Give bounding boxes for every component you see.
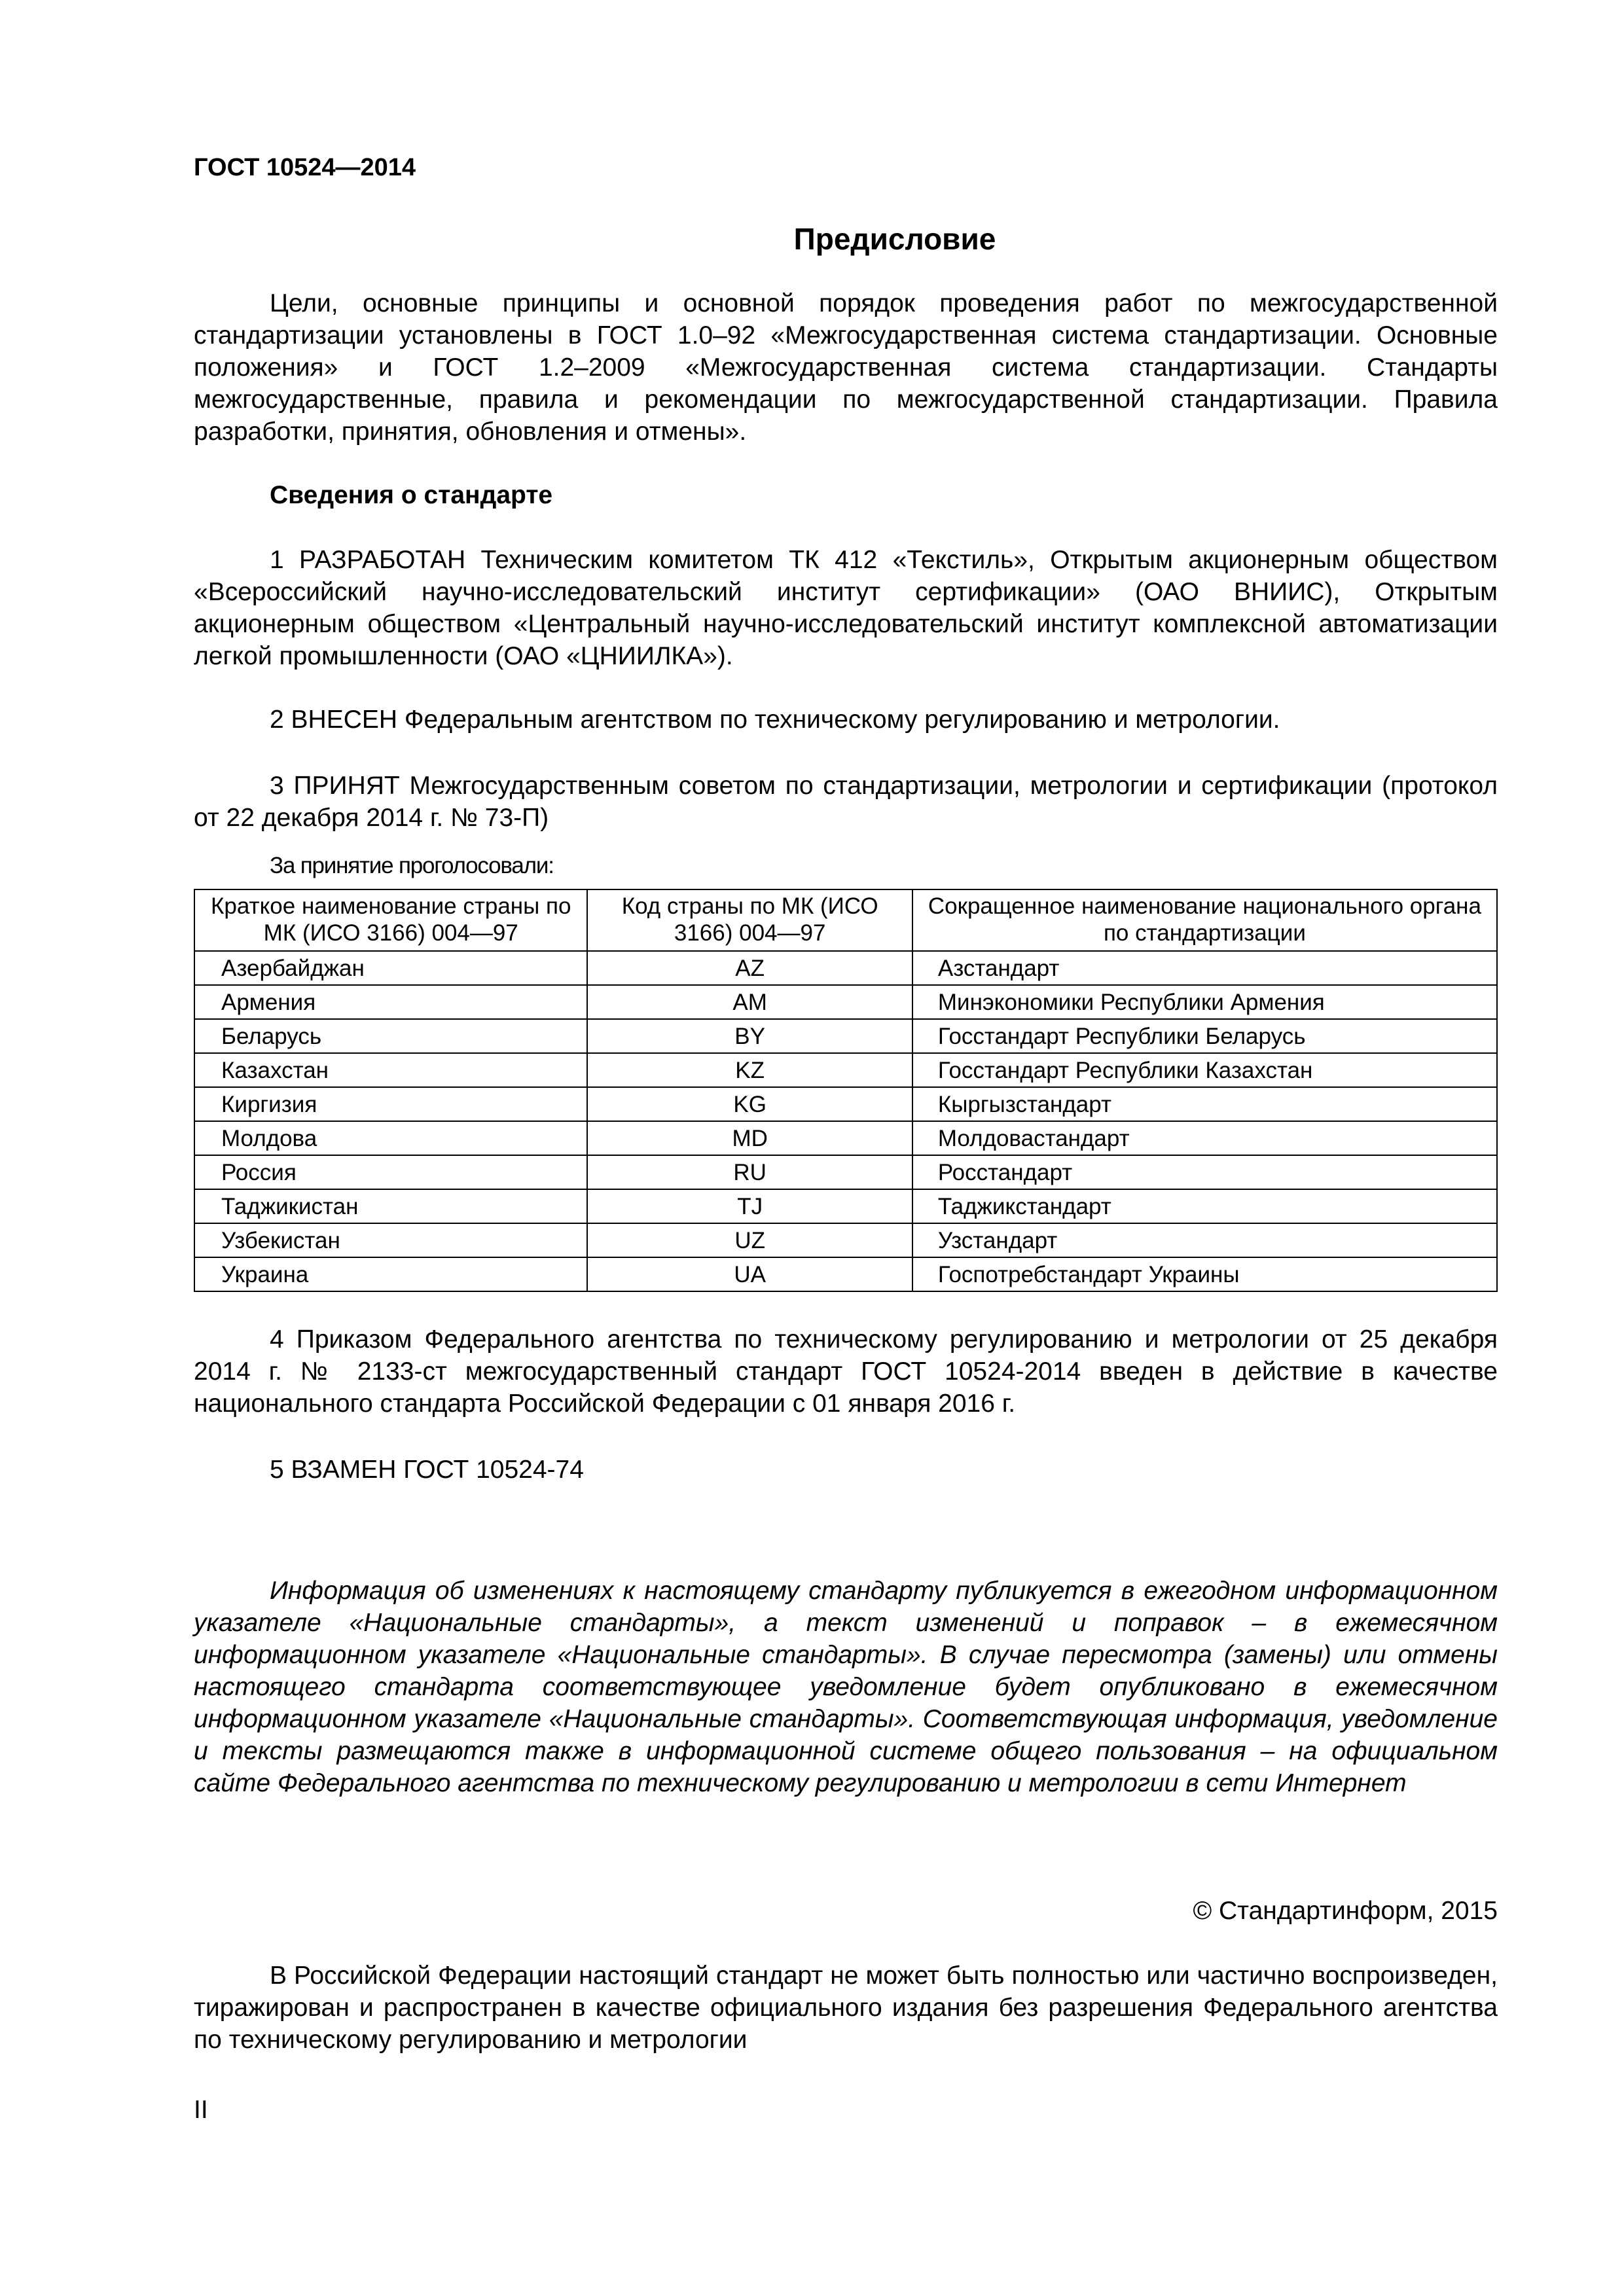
standard-code-header: ГОСТ 10524—2014 xyxy=(194,154,416,181)
item-adopted: 3 ПРИНЯТ Межгосударственным советом по стандартизации, метрологии и сертификации (протокол от 22 декабря 2014 г. № 73-П) xyxy=(194,772,1498,832)
authority-name-cell: Госстандарт Республики Беларусь xyxy=(912,1019,1497,1053)
country-name-cell: Молдова xyxy=(194,1121,587,1155)
country-name-cell: Таджикистан xyxy=(194,1189,587,1223)
country-code-cell: KG xyxy=(587,1087,912,1121)
country-code-cell: MD xyxy=(587,1121,912,1155)
country-name-cell: Киргизия xyxy=(194,1087,587,1121)
column-header-code: Код страны по МК (ИСО 3166) 004—97 xyxy=(587,889,912,951)
country-code-cell: TJ xyxy=(587,1189,912,1223)
country-name-cell: Беларусь xyxy=(194,1019,587,1053)
voting-countries-table xyxy=(194,889,1498,1292)
table-row xyxy=(194,1257,1497,1291)
country-name-cell: Азербайджан xyxy=(194,951,587,985)
table-row xyxy=(194,1053,1497,1087)
table-row xyxy=(194,1019,1497,1053)
item-developed: 1 РАЗРАБОТАН Техническим комитетом ТК 412 «Текстиль», Открытым акционерным обществом «Всероссийский научно-исследовательский институт сертификации» (ОАО ВНИИС), Открытым акционерным обществом «Центральный научно-исследовательский институт комплексной автоматизации легкой промышленности (ОАО «ЦНИИЛКА»). xyxy=(194,546,1498,670)
table-body xyxy=(194,951,1497,1291)
reproduction-notice: В Российской Федерации настоящий стандарт не может быть полностью или частично воспроизведен, тиражирован и распространен в качестве официального издания без разрешения Федерального агентства по техническому регулированию и метрологии xyxy=(194,1962,1498,2054)
item-replaces: 5 ВЗАМЕН ГОСТ 10524-74 xyxy=(270,1456,584,1484)
authority-name-cell: Госпотребстандарт Украины xyxy=(912,1257,1497,1291)
table-row xyxy=(194,1155,1497,1189)
country-name-cell: Армения xyxy=(194,985,587,1019)
table-row xyxy=(194,1087,1497,1121)
changes-info-notice: Информация об изменениях к настоящему стандарту публикуется в ежегодном информационном указателе «Национальные стандарты», а текст изменений и поправок – в ежемесячном информационном указателе «Национальные стандарты». В случае пересмотра (замены) или отмены настоящего стандарта соответствующее уведомление будет опубликовано в ежемесячном информационном указателе «Национальные стандарты». Соответствующая информация, уведомление и тексты размещаются также в информационной системе общего пользования – на официальном сайте Федерального агентства по техническому регулированию и метрологии в сети Интернет xyxy=(194,1577,1498,1797)
country-name-cell: Украина xyxy=(194,1257,587,1291)
item-introduced: 2 ВНЕСЕН Федеральным агентством по техническому регулированию и метрологии. xyxy=(270,706,1280,734)
authority-name-cell: Молдовастандарт xyxy=(912,1121,1497,1155)
country-code-cell: KZ xyxy=(587,1053,912,1087)
table-row xyxy=(194,1189,1497,1223)
authority-name-cell: Кыргызстандарт xyxy=(912,1087,1497,1121)
country-code-cell: UA xyxy=(587,1257,912,1291)
item-order: 4 Приказом Федерального агентства по техническому регулированию и метрологии от 25 декабря 2014 г. № 2133-ст межгосударственный стандарт ГОСТ 10524-2014 введен в действие в качестве национального стандарта Российской Федерации с 01 января 2016 г. xyxy=(194,1325,1498,1418)
intro-paragraph: Цели, основные принципы и основной порядок проведения работ по межгосударственной стандартизации установлены в ГОСТ 1.0–92 «Межгосударственная система стандартизации. Основные положения» и ГОСТ 1.2–2009 «Межгосударственная система стандартизации. Стандарты межгосударственные, правила и рекомендации по межгосударственной стандартизации. Правила разработки, принятия, обновления и отмены». xyxy=(194,289,1498,446)
country-code-cell: AM xyxy=(587,985,912,1019)
country-name-cell: Казахстан xyxy=(194,1053,587,1087)
table-row xyxy=(194,985,1497,1019)
column-header-authority: Сокращенное наименование национального органа по стандартизации xyxy=(912,889,1497,951)
table-row xyxy=(194,1223,1497,1257)
document-page xyxy=(194,152,1498,2056)
authority-name-cell: Азстандарт xyxy=(912,951,1497,985)
authority-name-cell: Росстандарт xyxy=(912,1155,1497,1189)
page-number: II xyxy=(194,2096,208,2124)
country-code-cell: BY xyxy=(587,1019,912,1053)
copyright-notice: © Стандартинформ, 2015 xyxy=(1193,1897,1498,1925)
authority-name-cell: Узстандарт xyxy=(912,1223,1497,1257)
authority-name-cell: Минэкономики Республики Армения xyxy=(912,985,1497,1019)
vote-label: За принятие проголосовали: xyxy=(270,853,554,878)
country-name-cell: Россия xyxy=(194,1155,587,1189)
country-code-cell: UZ xyxy=(587,1223,912,1257)
section-heading: Сведения о стандарте xyxy=(270,481,553,509)
country-code-cell: RU xyxy=(587,1155,912,1189)
authority-name-cell: Таджикстандарт xyxy=(912,1189,1497,1223)
country-code-cell: AZ xyxy=(587,951,912,985)
country-name-cell: Узбекистан xyxy=(194,1223,587,1257)
authority-name-cell: Госстандарт Республики Казахстан xyxy=(912,1053,1497,1087)
table-row xyxy=(194,951,1497,985)
page-title: Предисловие xyxy=(793,222,996,256)
table-header-row xyxy=(194,889,1497,951)
column-header-country: Краткое наименование страны по МК (ИСО 3166) 004—97 xyxy=(194,889,587,951)
table-row xyxy=(194,1121,1497,1155)
